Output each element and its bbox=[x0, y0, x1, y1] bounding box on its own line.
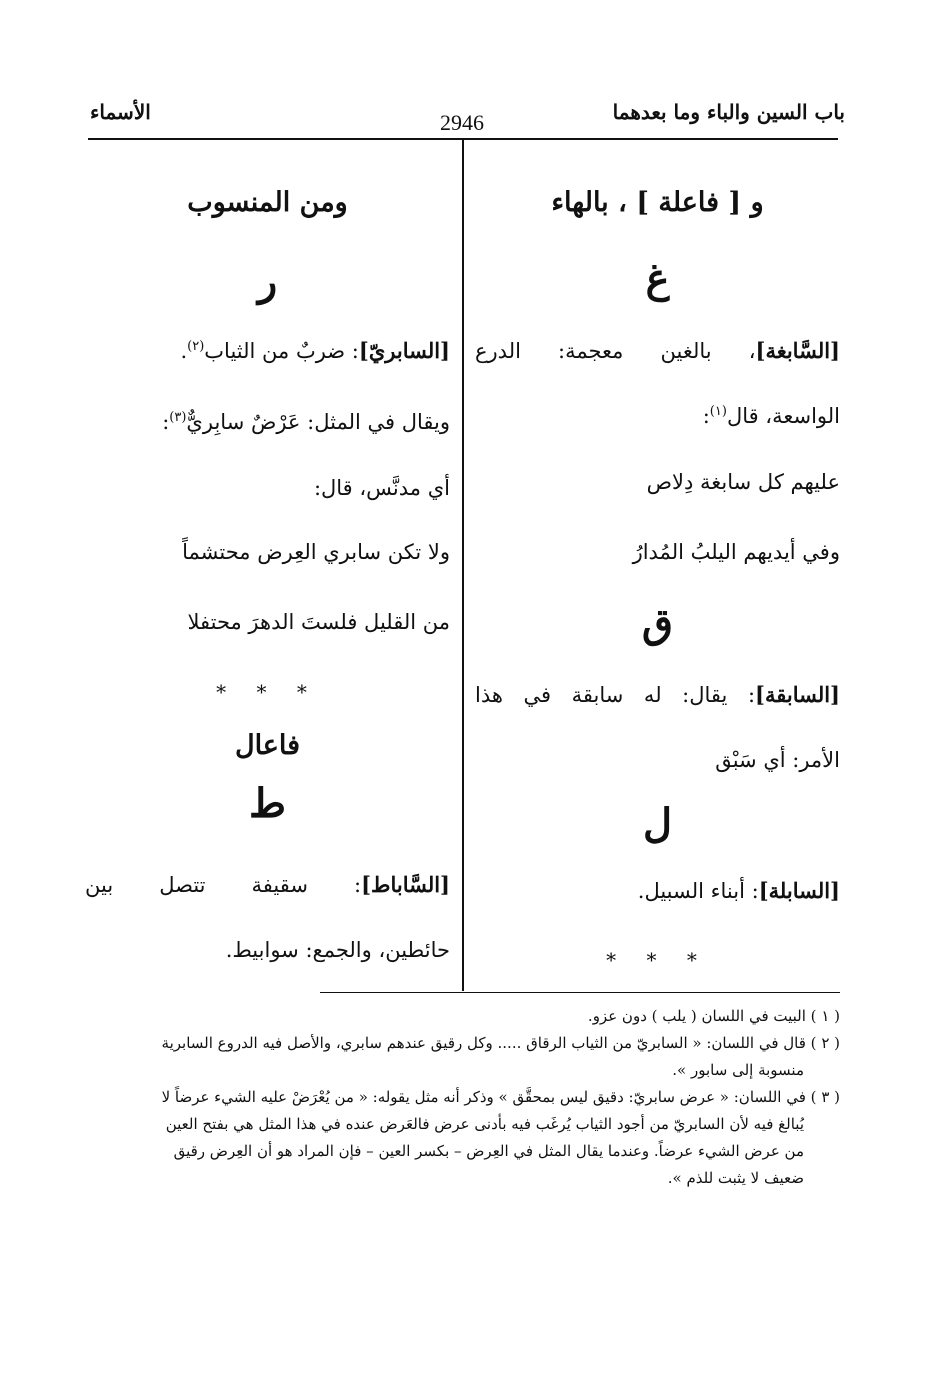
verse-line: من القليل فلستَ الدهرَ محتفلا bbox=[187, 610, 450, 634]
footnote-3-cont: ضعيف لا يثبت للذم ». bbox=[667, 1169, 804, 1187]
pattern-heading: فاعال bbox=[234, 730, 301, 761]
entry-line: [السَّابغة]، بالغين معجمة: الدرع bbox=[475, 338, 840, 363]
footnote-ref: (٣) bbox=[169, 410, 187, 425]
entry-line: ويقال في المثل: عَرْضٌ سابِريٌّ$^{(٣)}$: bbox=[162, 410, 450, 434]
footnote-3: ( ٣ ) في اللسان: « عرض سابريّ: دقيق ليس بمحقَّق » وذكر أنه مثل يقوله: « من يُعْرَضْ عليه الشيء عرضاً لا bbox=[161, 1088, 840, 1106]
left-column-heading: ومن المنسوب bbox=[187, 187, 348, 218]
footnotes bbox=[85, 1003, 840, 1192]
entry-term: [السابلة] bbox=[758, 878, 840, 903]
verse-line: ولا تكن سابري العِرض محتشماً bbox=[182, 540, 450, 564]
section-separator: * * * bbox=[216, 680, 319, 704]
footnote-2: ( ٢ ) قال في اللسان: « السابريّ من الثياب الرقاق ..... وكل رقيق عندهم سابري، والأصل فيه الدروع السابرية bbox=[161, 1034, 840, 1052]
page-number: 2946 bbox=[440, 110, 484, 135]
footnote-rule bbox=[320, 992, 840, 993]
letter-heading-ra: ر bbox=[257, 258, 278, 305]
entry-term: [السابريّ] bbox=[358, 338, 450, 363]
verse-line: عليهم كل سابغة دِلاص bbox=[646, 470, 840, 494]
section-title: الأسماء bbox=[90, 100, 151, 124]
letter-heading-lam: ل bbox=[642, 800, 673, 847]
entry-line: [السابريّ]: ضربٌ من الثياب$^{(٢)}$. bbox=[180, 338, 450, 363]
footnote-3-cont: من عرض الشيء عرضاً. وعندما يقال المثل في العِرض – بكسر العين – فإن المراد هو أن العِرض رقيق bbox=[173, 1142, 804, 1160]
letter-heading-ghain: غ bbox=[645, 255, 670, 302]
entry-line: أي مدنَّس، قال: bbox=[313, 476, 450, 500]
entry-line: حائطين، والجمع: سوابيط. bbox=[225, 938, 450, 962]
letter-heading-qaf: ق bbox=[641, 600, 674, 647]
footnote-ref: (١) bbox=[709, 404, 727, 419]
column-divider bbox=[462, 139, 464, 991]
footnote-ref: (٢) bbox=[187, 339, 205, 354]
entry-line: [السَّاباط]: سقيفة تتصل بين bbox=[85, 872, 450, 897]
entry-line: [السابلة]: أبناء السبيل. bbox=[637, 878, 840, 903]
section-separator: * * * bbox=[606, 948, 709, 972]
entry-term: [السَّابغة] bbox=[755, 338, 840, 363]
footnote-2-cont: منسوبة إلى سابور ». bbox=[672, 1061, 804, 1079]
footnote-1: ( ١ ) البيت في اللسان ( يلب ) دون عزو. bbox=[587, 1007, 840, 1025]
entry-line: [السابقة]: يقال: له سابقة في هذا bbox=[475, 682, 840, 707]
footnote-3-cont: يُبالغ فيه لأن السابريّ من أجود الثياب يُرغَب فيه بأدنى عرض فالعَرض عنده في هذا المثل هي بفتح العين bbox=[165, 1115, 804, 1133]
entry-term: [السَّاباط] bbox=[361, 872, 450, 897]
letter-heading-ta: ط bbox=[249, 780, 286, 827]
right-column-heading: و [ فاعلة ] ، بالهاء bbox=[551, 187, 764, 218]
entry-line: الأمر: أي سَبْق bbox=[715, 748, 840, 772]
entry-line: الواسعة، قال$^{(١)}$: bbox=[702, 404, 840, 428]
entry-term: [السابقة] bbox=[755, 682, 840, 707]
running-title: باب السين والباء وما بعدهما bbox=[612, 100, 845, 124]
verse-line: وفي أيديهم اليلبُ المُدارُ bbox=[632, 540, 840, 564]
